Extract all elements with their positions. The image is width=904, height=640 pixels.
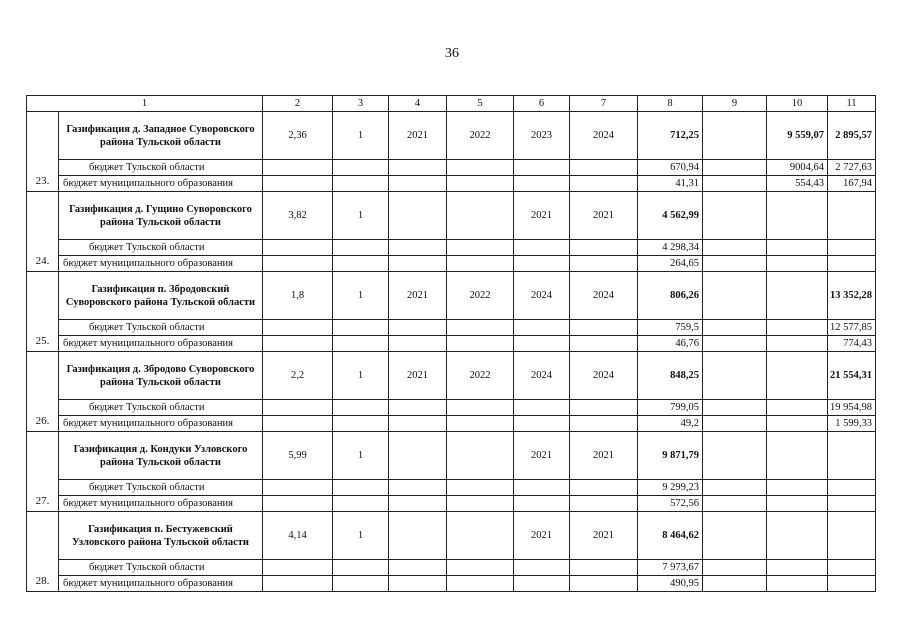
cell-col10: [767, 336, 828, 352]
cell-col4: 2021: [389, 352, 447, 400]
funding-source: бюджет Тульской области: [59, 560, 263, 576]
funding-source: бюджет муниципального образования: [59, 416, 263, 432]
cell-col2: [263, 240, 333, 256]
row-number: 27.: [27, 432, 59, 512]
cell-col8: 9 299,23: [638, 480, 703, 496]
funding-row: [27, 240, 876, 256]
cell-col5: [447, 480, 514, 496]
cell-col5: [447, 496, 514, 512]
cell-col5: 2022: [447, 112, 514, 160]
cell-col10-total: [767, 432, 828, 480]
cell-col2: [263, 560, 333, 576]
cell-col5: [447, 160, 514, 176]
cell-col11-total: 2 895,57: [828, 112, 876, 160]
cell-col9: [703, 512, 767, 560]
cell-col10: [767, 256, 828, 272]
cell-col11: [828, 496, 876, 512]
cell-col3: 1: [333, 192, 389, 240]
header-cell-6: 6: [514, 96, 570, 112]
cell-col7: 2024: [570, 352, 638, 400]
cell-col9: [703, 256, 767, 272]
project-title: Газификация д. Кондуки Узловского района Тульской области: [59, 432, 263, 480]
pipeline-length: 2,36: [263, 112, 333, 160]
cell-col4: [389, 240, 447, 256]
cell-col7: [570, 496, 638, 512]
funding-row: [27, 480, 876, 496]
cell-col6: [514, 160, 570, 176]
cell-col6: 2023: [514, 112, 570, 160]
cell-col2: [263, 160, 333, 176]
funding-row: [27, 560, 876, 576]
cell-col6: [514, 336, 570, 352]
cell-col7: 2024: [570, 272, 638, 320]
cell-col7: [570, 336, 638, 352]
cell-col5: 2022: [447, 272, 514, 320]
cell-col8-total: 9 871,79: [638, 432, 703, 480]
cell-col3: 1: [333, 272, 389, 320]
cell-col6: 2021: [514, 192, 570, 240]
cell-col11-total: [828, 432, 876, 480]
cell-col8: 7 973,67: [638, 560, 703, 576]
cell-col5: [447, 256, 514, 272]
funding-row: [27, 400, 876, 416]
funding-row: [27, 160, 876, 176]
cell-col9: [703, 560, 767, 576]
cell-col5: [447, 240, 514, 256]
cell-col8: 799,05: [638, 400, 703, 416]
header-cell-11: 11: [828, 96, 876, 112]
funding-source: бюджет муниципального образования: [59, 256, 263, 272]
cell-col4: [389, 480, 447, 496]
cell-col3: [333, 176, 389, 192]
gasification-table: [26, 95, 876, 592]
cell-col4: [389, 192, 447, 240]
cell-col6: [514, 240, 570, 256]
page-number: 36: [445, 46, 459, 61]
cell-col11: [828, 480, 876, 496]
header-cell-7: 7: [570, 96, 638, 112]
header-cell-10: 10: [767, 96, 828, 112]
pipeline-length: 1,8: [263, 272, 333, 320]
cell-col10: [767, 480, 828, 496]
cell-col5: [447, 336, 514, 352]
cell-col5: [447, 576, 514, 592]
cell-col3: [333, 576, 389, 592]
cell-col10: [767, 416, 828, 432]
cell-col11: [828, 576, 876, 592]
cell-col2: [263, 176, 333, 192]
pipeline-length: 5,99: [263, 432, 333, 480]
cell-col6: [514, 176, 570, 192]
cell-col8: 264,65: [638, 256, 703, 272]
cell-col9: [703, 416, 767, 432]
row-number: 28.: [27, 512, 59, 592]
cell-col5: [447, 320, 514, 336]
cell-col8-total: 806,26: [638, 272, 703, 320]
funding-row: [27, 256, 876, 272]
cell-col4: [389, 512, 447, 560]
cell-col11-total: 21 554,31: [828, 352, 876, 400]
cell-col7: 2021: [570, 432, 638, 480]
cell-col8: 490,95: [638, 576, 703, 592]
cell-col10: 554,43: [767, 176, 828, 192]
cell-col6: 2021: [514, 512, 570, 560]
cell-col6: [514, 256, 570, 272]
cell-col7: [570, 240, 638, 256]
funding-source: бюджет муниципального образования: [59, 176, 263, 192]
cell-col10-total: [767, 192, 828, 240]
cell-col3: [333, 160, 389, 176]
cell-col11: [828, 256, 876, 272]
cell-col9: [703, 432, 767, 480]
header-cell-5: 5: [447, 96, 514, 112]
cell-col8: 4 298,34: [638, 240, 703, 256]
cell-col5: [447, 416, 514, 432]
cell-col4: [389, 416, 447, 432]
cell-col4: [389, 432, 447, 480]
cell-col2: [263, 416, 333, 432]
cell-col10: [767, 560, 828, 576]
cell-col6: [514, 560, 570, 576]
header-row: [27, 96, 876, 112]
cell-col3: [333, 240, 389, 256]
cell-col11: 774,43: [828, 336, 876, 352]
cell-col5: [447, 192, 514, 240]
cell-col9: [703, 176, 767, 192]
cell-col5: [447, 432, 514, 480]
cell-col9: [703, 352, 767, 400]
cell-col2: [263, 480, 333, 496]
project-title: Газификация д. Збродово Суворовского района Тульской области: [59, 352, 263, 400]
cell-col8-total: 712,25: [638, 112, 703, 160]
cell-col3: [333, 336, 389, 352]
pipeline-length: 2,2: [263, 352, 333, 400]
cell-col10: [767, 576, 828, 592]
funding-source: бюджет Тульской области: [59, 160, 263, 176]
project-row: [27, 112, 876, 160]
funding-row: [27, 176, 876, 192]
cell-col3: [333, 400, 389, 416]
header-cell-9: 9: [703, 96, 767, 112]
header-cell-4: 4: [389, 96, 447, 112]
cell-col9: [703, 320, 767, 336]
pipeline-length: 4,14: [263, 512, 333, 560]
cell-col6: [514, 416, 570, 432]
header-cell-1: 1: [27, 96, 263, 112]
row-number: 25.: [27, 272, 59, 352]
cell-col11: 2 727,63: [828, 160, 876, 176]
project-title: Газификация д. Западное Суворовского района Тульской области: [59, 112, 263, 160]
cell-col6: 2024: [514, 272, 570, 320]
cell-col10-total: 9 559,07: [767, 112, 828, 160]
cell-col9: [703, 112, 767, 160]
cell-col3: 1: [333, 352, 389, 400]
project-row: [27, 512, 876, 560]
cell-col9: [703, 400, 767, 416]
cell-col9: [703, 576, 767, 592]
header-cell-2: 2: [263, 96, 333, 112]
cell-col11: 19 954,98: [828, 400, 876, 416]
cell-col6: [514, 480, 570, 496]
cell-col7: [570, 576, 638, 592]
cell-col3: [333, 480, 389, 496]
row-number: 24.: [27, 192, 59, 272]
cell-col3: 1: [333, 112, 389, 160]
cell-col11: [828, 240, 876, 256]
cell-col7: 2021: [570, 512, 638, 560]
cell-col7: [570, 400, 638, 416]
cell-col8: 759,5: [638, 320, 703, 336]
cell-col10: [767, 320, 828, 336]
project-row: [27, 432, 876, 480]
cell-col7: [570, 416, 638, 432]
cell-col10-total: [767, 352, 828, 400]
cell-col3: [333, 320, 389, 336]
cell-col2: [263, 576, 333, 592]
cell-col9: [703, 480, 767, 496]
cell-col9: [703, 496, 767, 512]
cell-col6: [514, 400, 570, 416]
cell-col4: [389, 560, 447, 576]
funding-row: [27, 416, 876, 432]
cell-col3: [333, 256, 389, 272]
funding-source: бюджет Тульской области: [59, 480, 263, 496]
cell-col5: [447, 176, 514, 192]
pipeline-length: 3,82: [263, 192, 333, 240]
funding-source: бюджет муниципального образования: [59, 576, 263, 592]
cell-col3: 1: [333, 512, 389, 560]
cell-col5: [447, 512, 514, 560]
project-title: Газификация п. Збродовский Суворовского района Тульской области: [59, 272, 263, 320]
cell-col9: [703, 160, 767, 176]
cell-col9: [703, 336, 767, 352]
cell-col7: [570, 480, 638, 496]
cell-col6: [514, 320, 570, 336]
cell-col9: [703, 240, 767, 256]
cell-col9: [703, 192, 767, 240]
cell-col8: 49,2: [638, 416, 703, 432]
cell-col2: [263, 256, 333, 272]
cell-col2: [263, 400, 333, 416]
cell-col7: [570, 160, 638, 176]
cell-col5: [447, 400, 514, 416]
cell-col8: 670,94: [638, 160, 703, 176]
funding-source: бюджет муниципального образования: [59, 336, 263, 352]
cell-col3: [333, 416, 389, 432]
cell-col4: [389, 176, 447, 192]
cell-col10: [767, 240, 828, 256]
cell-col7: [570, 256, 638, 272]
funding-row: [27, 496, 876, 512]
cell-col9: [703, 272, 767, 320]
cell-col3: 1: [333, 432, 389, 480]
funding-row: [27, 576, 876, 592]
funding-row: [27, 320, 876, 336]
row-number: 26.: [27, 352, 59, 432]
funding-source: бюджет Тульской области: [59, 400, 263, 416]
project-row: [27, 272, 876, 320]
project-title: Газификация п. Бестужевский Узловского района Тульской области: [59, 512, 263, 560]
header-cell-3: 3: [333, 96, 389, 112]
table-body: [27, 96, 876, 592]
cell-col8: 46,76: [638, 336, 703, 352]
cell-col6: 2024: [514, 352, 570, 400]
cell-col11-total: [828, 192, 876, 240]
funding-source: бюджет Тульской области: [59, 240, 263, 256]
cell-col2: [263, 496, 333, 512]
cell-col8-total: 4 562,99: [638, 192, 703, 240]
cell-col6: 2021: [514, 432, 570, 480]
cell-col10: [767, 496, 828, 512]
project-title: Газификация д. Гущино Суворовского района Тульской области: [59, 192, 263, 240]
cell-col4: 2021: [389, 272, 447, 320]
header-cell-8: 8: [638, 96, 703, 112]
cell-col11: [828, 560, 876, 576]
cell-col4: [389, 576, 447, 592]
cell-col4: [389, 160, 447, 176]
cell-col8: 572,56: [638, 496, 703, 512]
cell-col4: 2021: [389, 112, 447, 160]
cell-col7: [570, 176, 638, 192]
cell-col4: [389, 320, 447, 336]
cell-col4: [389, 496, 447, 512]
project-row: [27, 192, 876, 240]
cell-col7: 2024: [570, 112, 638, 160]
cell-col8: 41,31: [638, 176, 703, 192]
cell-col8-total: 8 464,62: [638, 512, 703, 560]
funding-row: [27, 336, 876, 352]
cell-col8-total: 848,25: [638, 352, 703, 400]
funding-source: бюджет муниципального образования: [59, 496, 263, 512]
cell-col11: 12 577,85: [828, 320, 876, 336]
cell-col5: [447, 560, 514, 576]
cell-col3: [333, 496, 389, 512]
cell-col4: [389, 256, 447, 272]
row-number: 23.: [27, 112, 59, 192]
cell-col10: [767, 400, 828, 416]
cell-col3: [333, 560, 389, 576]
cell-col6: [514, 576, 570, 592]
cell-col10: 9004,64: [767, 160, 828, 176]
cell-col7: 2021: [570, 192, 638, 240]
cell-col11-total: [828, 512, 876, 560]
cell-col4: [389, 336, 447, 352]
cell-col11: 167,94: [828, 176, 876, 192]
cell-col5: 2022: [447, 352, 514, 400]
cell-col2: [263, 320, 333, 336]
cell-col11: 1 599,33: [828, 416, 876, 432]
cell-col2: [263, 336, 333, 352]
funding-source: бюджет Тульской области: [59, 320, 263, 336]
cell-col7: [570, 560, 638, 576]
cell-col6: [514, 496, 570, 512]
project-row: [27, 352, 876, 400]
cell-col7: [570, 320, 638, 336]
cell-col10-total: [767, 272, 828, 320]
cell-col4: [389, 400, 447, 416]
cell-col10-total: [767, 512, 828, 560]
cell-col11-total: 13 352,28: [828, 272, 876, 320]
